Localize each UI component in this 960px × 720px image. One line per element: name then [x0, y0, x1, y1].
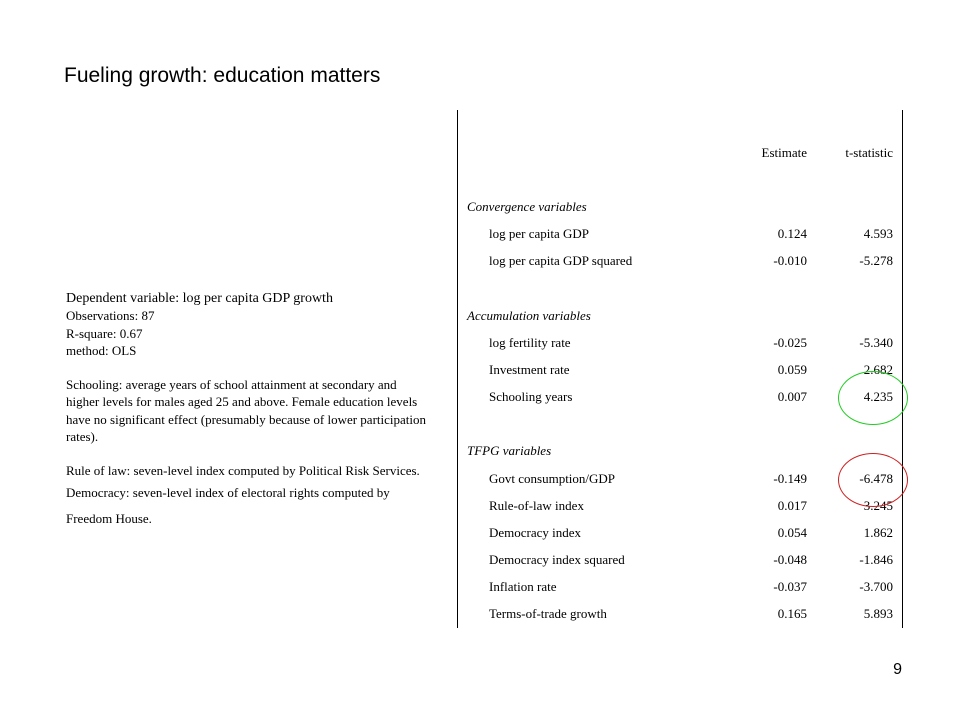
row-tstat: -5.278 — [859, 253, 893, 268]
schooling-tstat-highlight-circle — [838, 371, 908, 425]
govt-tstat-highlight-circle — [838, 453, 908, 507]
row-tstat: -1.846 — [859, 552, 893, 567]
row-label: Schooling years — [489, 389, 573, 404]
row-estimate: -0.149 — [773, 471, 807, 486]
row-label: Democracy index — [489, 525, 582, 540]
method-note: method: OLS — [66, 342, 137, 358]
page-number: 9 — [893, 661, 902, 678]
tstat-column-header: t-statistic — [845, 145, 893, 160]
row-tstat: 1.862 — [863, 525, 893, 540]
row-label: log fertility rate — [489, 335, 571, 350]
row-tstat: 5.893 — [863, 606, 893, 621]
democracy-note: Democracy: seven-level index of electoral rights computed by Freedom House. — [66, 484, 390, 526]
table-right-border — [902, 110, 903, 628]
row-estimate: 0.165 — [777, 606, 807, 621]
row-estimate: -0.037 — [773, 579, 807, 594]
row-tstat: 4.593 — [863, 226, 893, 241]
section-accumulation: Accumulation variables — [467, 308, 591, 323]
section-tfpg: TFPG variables — [467, 443, 552, 458]
row-label: Inflation rate — [489, 579, 557, 594]
row-label: Rule-of-law index — [489, 498, 584, 513]
row-estimate: -0.048 — [773, 552, 807, 567]
rsquare-note: R-square: 0.67 — [66, 325, 143, 341]
row-label: Govt consumption/GDP — [489, 471, 616, 486]
observations-note: Observations: 87 — [66, 308, 155, 324]
row-estimate: 0.059 — [777, 362, 807, 377]
row-tstat: 2.682 — [863, 362, 893, 377]
row-label: Terms-of-trade growth — [489, 606, 607, 621]
row-tstat: -6.478 — [859, 471, 893, 486]
row-tstat: 3.245 — [863, 498, 893, 513]
row-label: Democracy index squared — [489, 552, 625, 567]
row-estimate: -0.025 — [773, 335, 807, 350]
schooling-note: Schooling: average years of school attainment at secondary and higher levels for males aged 25 and above. Female education levels have no significant effect (presumably because of lower participation rates). — [66, 377, 427, 445]
dependent-variable-note: Dependent variable: log per capita GDP growth — [66, 291, 333, 306]
table-left-border — [457, 110, 458, 628]
estimate-column-header: Estimate — [761, 145, 807, 160]
row-label: log per capita GDP — [489, 226, 590, 241]
slide-title: Fueling growth: education matters — [64, 64, 381, 87]
regression-notes — [66, 290, 426, 532]
row-tstat: -5.340 — [859, 335, 893, 350]
row-tstat: 4.235 — [863, 389, 893, 404]
row-label: Investment rate — [489, 362, 570, 377]
row-tstat: -3.700 — [859, 579, 893, 594]
row-estimate: 0.007 — [777, 389, 807, 404]
row-estimate: 0.124 — [777, 226, 807, 241]
section-convergence: Convergence variables — [467, 199, 587, 214]
row-label: log per capita GDP squared — [489, 253, 633, 268]
row-estimate: 0.054 — [777, 525, 807, 540]
rule-of-law-note: Rule of law: seven-level index computed by Political Risk Services. — [66, 463, 420, 479]
row-estimate: -0.010 — [773, 253, 807, 268]
row-estimate: 0.017 — [777, 498, 807, 513]
